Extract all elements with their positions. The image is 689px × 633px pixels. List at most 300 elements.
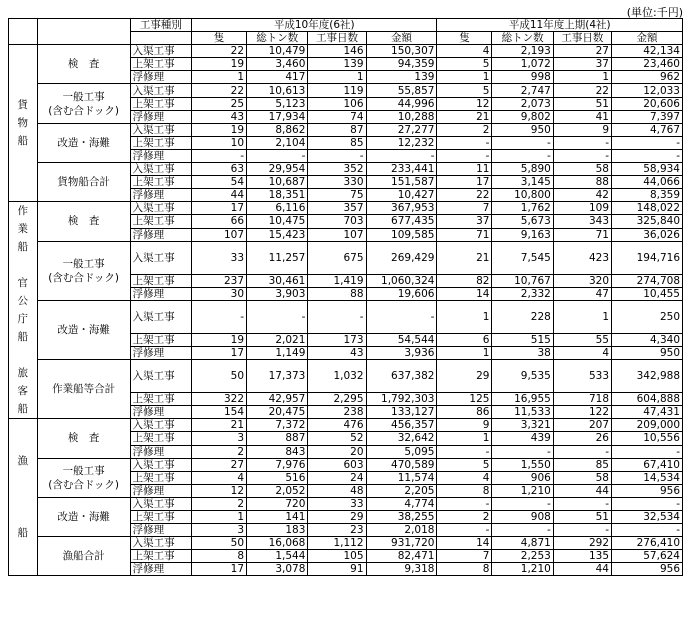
work-kind-cell: 浮修理 [130, 563, 191, 576]
value-cell: - [612, 149, 683, 162]
value-cell: 2 [192, 497, 247, 510]
value-cell: 10,427 [366, 189, 437, 202]
work-kind-cell: 上架工事 [130, 550, 191, 563]
period2-header: 平成11年度上期(4社) [437, 19, 683, 32]
col-header-tonnage: 総トン数 [492, 32, 553, 45]
value-cell: 109 [553, 202, 611, 215]
value-cell: 18,351 [247, 189, 308, 202]
value-cell: 677,435 [366, 215, 437, 228]
value-cell: 1 [437, 300, 492, 333]
value-cell: 37 [553, 58, 611, 71]
value-cell: 5,673 [492, 215, 553, 228]
value-cell: - [192, 149, 247, 162]
value-cell: - [308, 300, 366, 333]
work-kind-cell: 上架工事 [130, 97, 191, 110]
value-cell: 74 [308, 110, 366, 123]
value-cell: 343 [553, 215, 611, 228]
value-cell: 3,936 [366, 346, 437, 359]
work-kind-cell: 浮修理 [130, 228, 191, 241]
value-cell: 2 [192, 445, 247, 458]
value-cell: 154 [192, 406, 247, 419]
value-cell: 194,716 [612, 241, 683, 274]
value-cell: 1 [437, 432, 492, 445]
value-cell: 3,460 [247, 58, 308, 71]
value-cell: 238 [308, 406, 366, 419]
table-row [9, 163, 683, 176]
category-label-line: 漁船合計 [62, 550, 105, 563]
value-cell: 66 [192, 215, 247, 228]
value-cell: - [553, 497, 611, 510]
value-cell: 603 [308, 458, 366, 471]
value-cell: 2,747 [492, 84, 553, 97]
value-cell: - [492, 149, 553, 162]
value-cell: 637,382 [366, 360, 437, 393]
value-cell: 1,544 [247, 550, 308, 563]
value-cell: 19 [192, 333, 247, 346]
value-cell: 107 [192, 228, 247, 241]
category-label [37, 84, 130, 123]
value-cell: 470,589 [366, 458, 437, 471]
work-kind-cell: 浮修理 [130, 406, 191, 419]
value-cell: 37 [437, 215, 492, 228]
work-kind-cell: 入渠工事 [130, 458, 191, 471]
work-kind-cell: 入渠工事 [130, 123, 191, 136]
value-cell: 50 [192, 360, 247, 393]
value-cell: - [553, 445, 611, 458]
value-cell: 21 [437, 241, 492, 274]
value-cell: 44 [553, 484, 611, 497]
value-cell: 10,556 [612, 432, 683, 445]
value-cell: - [492, 445, 553, 458]
value-cell: 1,149 [247, 346, 308, 359]
value-cell: 950 [612, 346, 683, 359]
value-cell: 2,021 [247, 333, 308, 346]
table-row [9, 458, 683, 471]
value-cell: 122 [553, 406, 611, 419]
value-cell: 3,903 [247, 287, 308, 300]
category-label [37, 537, 130, 576]
table-row [9, 202, 683, 215]
value-cell: 4,340 [612, 333, 683, 346]
value-cell: 720 [247, 497, 308, 510]
value-cell: 1 [437, 346, 492, 359]
value-cell: 4 [192, 471, 247, 484]
table-row [9, 537, 683, 550]
category-label [37, 497, 130, 536]
value-cell: 7 [437, 550, 492, 563]
value-cell: 42,134 [612, 45, 683, 58]
value-cell: 146 [308, 45, 366, 58]
value-cell: 26 [553, 432, 611, 445]
value-cell: 956 [612, 563, 683, 576]
value-cell: 67,410 [612, 458, 683, 471]
category-label-line: 検 査 [67, 432, 100, 445]
value-cell: 9,163 [492, 228, 553, 241]
value-cell: 12,232 [366, 136, 437, 149]
value-cell: 4 [553, 346, 611, 359]
vessel-group-char: 貨 [17, 99, 29, 112]
value-cell: 10,800 [492, 189, 553, 202]
value-cell: 44 [192, 189, 247, 202]
value-cell: 515 [492, 333, 553, 346]
ship-repair-table [8, 18, 683, 576]
value-cell: 10,687 [247, 176, 308, 189]
table-row [9, 419, 683, 432]
value-cell: 476 [308, 419, 366, 432]
period1-header: 平成10年度(6社) [192, 19, 437, 32]
col-header-tonnage: 総トン数 [247, 32, 308, 45]
work-kind-cell: 入渠工事 [130, 360, 191, 393]
value-cell: 417 [247, 71, 308, 84]
value-cell: 5,123 [247, 97, 308, 110]
value-cell: 91 [308, 563, 366, 576]
value-cell: 6 [437, 333, 492, 346]
value-cell: 19 [192, 58, 247, 71]
vessel-group-char: 物 [17, 117, 29, 130]
value-cell: 2,205 [366, 484, 437, 497]
value-cell: 209,000 [612, 419, 683, 432]
value-cell: - [366, 149, 437, 162]
work-kind-cell: 入渠工事 [130, 497, 191, 510]
value-cell: 931,720 [366, 537, 437, 550]
value-cell: 2,018 [366, 524, 437, 537]
value-cell: 54 [192, 176, 247, 189]
value-cell: 10,767 [492, 274, 553, 287]
value-cell: 4,871 [492, 537, 553, 550]
value-cell: 2,253 [492, 550, 553, 563]
value-cell: - [366, 300, 437, 333]
value-cell: 250 [612, 300, 683, 333]
value-cell: 3,145 [492, 176, 553, 189]
value-cell: 8,862 [247, 123, 308, 136]
value-cell: 139 [366, 71, 437, 84]
value-cell: - [437, 524, 492, 537]
value-cell: 42 [553, 189, 611, 202]
value-cell: 8 [192, 550, 247, 563]
vessel-group-char: 船 [17, 135, 29, 148]
col-header-days: 工事日数 [308, 32, 366, 45]
value-cell: 125 [437, 393, 492, 406]
value-cell: 63 [192, 163, 247, 176]
value-cell: 57,624 [612, 550, 683, 563]
value-cell: 32,534 [612, 510, 683, 523]
value-cell: 2,295 [308, 393, 366, 406]
category-label-line: 一般工事 [62, 257, 105, 270]
value-cell: - [612, 524, 683, 537]
value-cell: 82 [437, 274, 492, 287]
value-cell: 52 [308, 432, 366, 445]
value-cell: 228 [492, 300, 553, 333]
value-cell: 42,957 [247, 393, 308, 406]
value-cell: 276,410 [612, 537, 683, 550]
value-cell: 9 [437, 419, 492, 432]
value-cell: 17 [192, 346, 247, 359]
kind-header: 工事種別 [130, 19, 191, 32]
value-cell: 330 [308, 176, 366, 189]
category-label-line: 一般工事 [62, 464, 105, 477]
value-cell: 27 [553, 45, 611, 58]
work-kind-cell: 上架工事 [130, 58, 191, 71]
value-cell: - [437, 497, 492, 510]
value-cell: 533 [553, 360, 611, 393]
value-cell: 5,890 [492, 163, 553, 176]
value-cell: 7,397 [612, 110, 683, 123]
value-cell: 105 [308, 550, 366, 563]
value-cell: 2,104 [247, 136, 308, 149]
value-cell: 887 [247, 432, 308, 445]
work-kind-cell: 上架工事 [130, 432, 191, 445]
value-cell: 30 [192, 287, 247, 300]
value-cell: 139 [308, 58, 366, 71]
value-cell: 58 [553, 471, 611, 484]
value-cell: 151,587 [366, 176, 437, 189]
vessel-group-char [9, 346, 37, 364]
value-cell: 439 [492, 432, 553, 445]
value-cell: 962 [612, 71, 683, 84]
value-cell: 88 [553, 176, 611, 189]
work-kind-cell: 上架工事 [130, 393, 191, 406]
value-cell: 12,033 [612, 84, 683, 97]
value-cell: - [553, 149, 611, 162]
value-cell: 10,613 [247, 84, 308, 97]
corner-cell-top-left [9, 19, 38, 45]
vessel-group-char: 船 [17, 403, 29, 416]
value-cell: 21 [192, 419, 247, 432]
value-cell: 1 [437, 71, 492, 84]
work-kind-cell: 上架工事 [130, 471, 191, 484]
value-cell: 9,535 [492, 360, 553, 393]
work-kind-cell: 入渠工事 [130, 300, 191, 333]
value-cell: 19,606 [366, 287, 437, 300]
vessel-group-char: 庁 [17, 313, 29, 326]
work-kind-cell: 上架工事 [130, 510, 191, 523]
value-cell: 133,127 [366, 406, 437, 419]
value-cell: 29 [437, 360, 492, 393]
value-cell: 87 [308, 123, 366, 136]
value-cell: 956 [612, 484, 683, 497]
value-cell: 269,429 [366, 241, 437, 274]
vessel-group-char: 漁 [17, 455, 29, 468]
value-cell: 27 [192, 458, 247, 471]
unit-label: (単位:千円) [626, 6, 683, 19]
category-label-line: (含む合ドック) [48, 478, 119, 491]
vessel-group-char: 旅 [17, 367, 29, 380]
value-cell: 135 [553, 550, 611, 563]
value-cell: 17 [192, 202, 247, 215]
value-cell: 9,318 [366, 563, 437, 576]
value-cell: 23 [308, 524, 366, 537]
value-cell: 357 [308, 202, 366, 215]
value-cell: 51 [553, 97, 611, 110]
value-cell: 11,533 [492, 406, 553, 419]
work-kind-cell: 入渠工事 [130, 84, 191, 97]
category-label-line: (含む合ドック) [48, 104, 119, 117]
value-cell: 292 [553, 537, 611, 550]
value-cell: 55,857 [366, 84, 437, 97]
value-cell: 5 [437, 84, 492, 97]
value-cell: 1,792,303 [366, 393, 437, 406]
value-cell: 207 [553, 419, 611, 432]
value-cell: 44 [553, 563, 611, 576]
value-cell: - [437, 445, 492, 458]
work-kind-cell: 入渠工事 [130, 163, 191, 176]
value-cell: 107 [308, 228, 366, 241]
work-kind-cell: 浮修理 [130, 484, 191, 497]
value-cell: 82,471 [366, 550, 437, 563]
value-cell: 3 [192, 524, 247, 537]
value-cell: 71 [437, 228, 492, 241]
value-cell: 1,762 [492, 202, 553, 215]
value-cell: 38 [492, 346, 553, 359]
vessel-group-char: 客 [17, 385, 29, 398]
value-cell: 11,574 [366, 471, 437, 484]
value-cell: 5 [437, 58, 492, 71]
value-cell: 43 [308, 346, 366, 359]
value-cell: 50 [192, 537, 247, 550]
value-cell: 141 [247, 510, 308, 523]
value-cell: 6,116 [247, 202, 308, 215]
value-cell: 58 [553, 163, 611, 176]
value-cell: 10,455 [612, 287, 683, 300]
value-cell: 54,544 [366, 333, 437, 346]
value-cell: - [492, 524, 553, 537]
value-cell: 1,550 [492, 458, 553, 471]
value-cell: 237 [192, 274, 247, 287]
value-cell: 352 [308, 163, 366, 176]
category-label-line: (含む合ドック) [48, 271, 119, 284]
value-cell: 11,257 [247, 241, 308, 274]
value-cell: 94,359 [366, 58, 437, 71]
value-cell: 320 [553, 274, 611, 287]
value-cell: 173 [308, 333, 366, 346]
category-label-line: 貨物船合計 [57, 176, 110, 189]
value-cell: 20,475 [247, 406, 308, 419]
work-kind-cell: 浮修理 [130, 287, 191, 300]
value-cell: 703 [308, 215, 366, 228]
value-cell: 456,357 [366, 419, 437, 432]
value-cell: - [437, 149, 492, 162]
value-cell: 1,210 [492, 563, 553, 576]
value-cell: 8 [437, 563, 492, 576]
value-cell: 47 [553, 287, 611, 300]
value-cell: 906 [492, 471, 553, 484]
vessel-group-char: 作 [17, 205, 29, 218]
vessel-group-char: 公 [17, 295, 29, 308]
value-cell: 10,288 [366, 110, 437, 123]
value-cell: 75 [308, 189, 366, 202]
category-label [37, 45, 130, 84]
value-cell: 86 [437, 406, 492, 419]
value-cell: 9,802 [492, 110, 553, 123]
value-cell: 19 [192, 123, 247, 136]
value-cell: 325,840 [612, 215, 683, 228]
value-cell: 85 [308, 136, 366, 149]
value-cell: 14,534 [612, 471, 683, 484]
value-cell: 17 [437, 176, 492, 189]
value-cell: 16,955 [492, 393, 553, 406]
value-cell: 148,022 [612, 202, 683, 215]
value-cell: 14 [437, 537, 492, 550]
value-cell: 38,255 [366, 510, 437, 523]
value-cell: 24 [308, 471, 366, 484]
value-cell: 1,210 [492, 484, 553, 497]
value-cell: - [612, 497, 683, 510]
value-cell: 4 [437, 45, 492, 58]
category-label-line: 検 査 [67, 215, 100, 228]
work-kind-cell: 上架工事 [130, 215, 191, 228]
col-header-days: 工事日数 [553, 32, 611, 45]
value-cell: 7,545 [492, 241, 553, 274]
value-cell: 1,072 [492, 58, 553, 71]
work-kind-cell: 入渠工事 [130, 419, 191, 432]
value-cell: 33 [192, 241, 247, 274]
value-cell: 3 [192, 432, 247, 445]
value-cell: 950 [492, 123, 553, 136]
value-cell: 47,431 [612, 406, 683, 419]
vessel-group-char [9, 506, 37, 524]
category-label-line: 作業船等合計 [52, 383, 116, 396]
work-kind-cell: 上架工事 [130, 176, 191, 189]
work-kind-cell: 浮修理 [130, 346, 191, 359]
value-cell: - [553, 524, 611, 537]
value-cell: 22 [192, 84, 247, 97]
category-label [37, 202, 130, 241]
category-label [37, 241, 130, 300]
value-cell: 22 [437, 189, 492, 202]
value-cell: 1 [192, 71, 247, 84]
value-cell: 423 [553, 241, 611, 274]
value-cell: 2,193 [492, 45, 553, 58]
value-cell: 16,068 [247, 537, 308, 550]
vessel-group-char: 船 [17, 241, 29, 254]
table-row [9, 84, 683, 97]
value-cell: 5,095 [366, 445, 437, 458]
category-label [37, 123, 130, 162]
category-label-line: 改造・海難 [57, 136, 110, 149]
value-cell: 322 [192, 393, 247, 406]
value-cell: - [308, 149, 366, 162]
value-cell: 41 [553, 110, 611, 123]
kind-subheader-blank [130, 32, 191, 45]
value-cell: 88 [308, 287, 366, 300]
value-cell: 516 [247, 471, 308, 484]
value-cell: 15,423 [247, 228, 308, 241]
value-cell: 5 [437, 458, 492, 471]
work-kind-cell: 入渠工事 [130, 241, 191, 274]
value-cell: 17,934 [247, 110, 308, 123]
value-cell: 367,953 [366, 202, 437, 215]
value-cell: 1 [192, 510, 247, 523]
value-cell: 29 [308, 510, 366, 523]
vessel-group-char: 官 [17, 277, 29, 290]
col-header-ships: 隻 [437, 32, 492, 45]
value-cell: 48 [308, 484, 366, 497]
work-kind-cell: 上架工事 [130, 274, 191, 287]
value-cell: 32,642 [366, 432, 437, 445]
value-cell: 1,419 [308, 274, 366, 287]
table-row [9, 360, 683, 393]
value-cell: 23,460 [612, 58, 683, 71]
value-cell: 3,078 [247, 563, 308, 576]
value-cell: 2,332 [492, 287, 553, 300]
value-cell: 109,585 [366, 228, 437, 241]
value-cell: 150,307 [366, 45, 437, 58]
value-cell: 1 [308, 71, 366, 84]
value-cell: 55 [553, 333, 611, 346]
value-cell: - [247, 300, 308, 333]
value-cell: 22 [192, 45, 247, 58]
value-cell: 8,359 [612, 189, 683, 202]
